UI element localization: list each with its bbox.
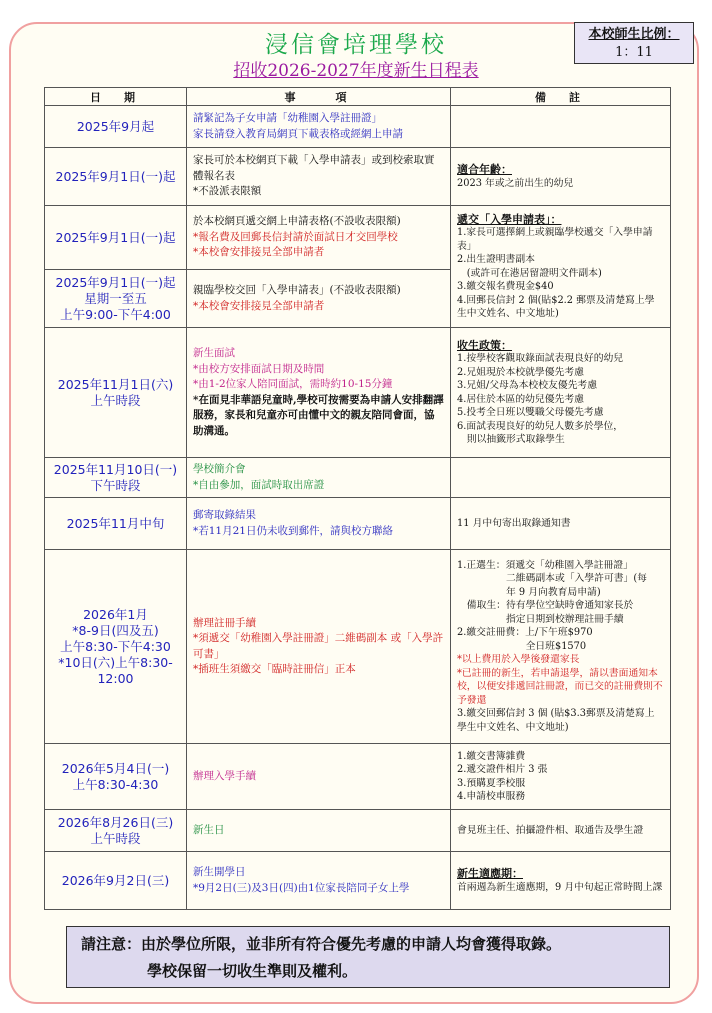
note-line: 5.投考全日班以雙職父母優先考慮 (457, 407, 604, 418)
table-row (45, 810, 671, 852)
note-line: 3.兄姐/父母為本校校友優先考慮 (457, 380, 598, 391)
note-line: 1.繳交書簿雜費 (457, 750, 526, 762)
date-line: 2025年9月1日(一)起 (55, 274, 176, 290)
ratio-label: 本校師生比例： (588, 27, 680, 42)
note-line: 收生政策： (457, 338, 512, 352)
date-line: 上午8:30-下午4:30 (60, 638, 171, 654)
date-line: 2025年9月起 (76, 118, 155, 134)
table-row (45, 550, 671, 744)
item-line: 辦理入學手續 (193, 769, 256, 782)
item-cell (187, 270, 451, 328)
date-cell (45, 148, 187, 206)
table-row (45, 206, 671, 270)
header-note: 備 註 (451, 88, 671, 106)
date-cell (45, 810, 187, 852)
note-line: *以上費用於入學後發還家長 (457, 654, 580, 666)
item-cell (187, 498, 451, 550)
item-line: 郵寄取錄結果 (193, 509, 256, 521)
table-header-row (45, 88, 671, 106)
note-line: 會見班主任、拍攝證件相、取通告及學生證 (457, 824, 644, 836)
note-line: 4.居住於本區的幼兒優先考慮 (457, 393, 584, 405)
item-line: 學校簡介會 (193, 463, 246, 475)
date-line: 2026年5月4日(一) (61, 760, 170, 776)
note-line: 3.繳交回郵信封 3 個 (貼$3.3郵票及清楚寫上學生中文姓名、中文地址) (457, 708, 655, 733)
item-line: *自由參加，面試時取出席證 (193, 478, 325, 491)
table-row (45, 852, 671, 910)
date-line: 2025年9月1日(一)起 (55, 168, 176, 184)
note-line: 2.兄姐現於本校就學優先考慮 (457, 366, 584, 378)
table-row (45, 106, 671, 148)
item-line: 家長可於本校網頁下載「入學申請表」或到校索取實體報名表 (193, 154, 435, 182)
note-cell (451, 852, 671, 910)
schedule-title: 招收2026-2027年度新生日程表 (233, 61, 479, 81)
admission-schedule-table (44, 87, 671, 910)
date-line: 上午8:30-4:30 (72, 776, 159, 792)
note-cell (451, 550, 671, 744)
note-line: 2.遞交證件相片 3 張 (457, 764, 548, 775)
date-cell (45, 550, 187, 744)
header-date: 日 期 (45, 88, 187, 106)
date-cell (45, 206, 187, 270)
note-cell (451, 458, 671, 498)
item-line: *若11月21日仍未收到郵件，請與校方聯絡 (193, 524, 393, 537)
note-line: 4.回郵長信封 2 個(貼$2.2 郵票及清楚寫上學生中文姓名、中文地址) (457, 294, 655, 319)
note-line: 年 9 月向教育局申請) (457, 586, 601, 598)
item-line: *9月2日(三)及3日(四)由1位家長陪同子女上學 (193, 881, 410, 894)
application-submission-note-cell (451, 206, 671, 328)
item-cell (187, 744, 451, 810)
date-line: 2025年11月10日(一) (53, 461, 178, 477)
item-line: 新生面試 (193, 347, 235, 359)
notice-box (66, 926, 670, 988)
item-line: *在面見非華語兒童時,學校可按需要為申請人安排翻譯服務，家長和兒童亦可由懂中文的親友陪同會面，協助溝通。 (193, 393, 444, 437)
note-line: 備取生：待有學位空缺時會通知家長於 (457, 600, 634, 612)
date-line: 2026年1月 (83, 606, 148, 622)
note-cell (451, 744, 671, 810)
item-line: 請緊記為子女申請「幼稚園入學註冊證」 (193, 112, 382, 124)
table-row (45, 328, 671, 458)
note-line: 6.面試表現良好的幼兒人數多於學位， (457, 420, 624, 432)
item-line: *本校會安排接見全部申請者 (193, 299, 325, 312)
date-cell (45, 328, 187, 458)
item-line: *插班生須繳交「臨時註冊信」正本 (193, 663, 356, 675)
item-line: 於本校網頁遞交網上申請表格(不設收表限額) (193, 215, 401, 228)
date-cell (45, 106, 187, 148)
note-line: 11 月中旬寄出取錄通知書 (457, 517, 571, 529)
note-line: 1.正選生：須遞交「幼稚園入學註冊證」 (457, 559, 633, 571)
date-line: 12:00 (97, 670, 134, 686)
note-line: 3.繳交報名費現金$40 (457, 281, 554, 292)
header-item: 事 項 (187, 88, 451, 106)
item-line: 親臨學校交回「入學申請表」(不設收表限額) (193, 284, 401, 296)
note-line: 指定日期到校辦理註冊手續 (457, 613, 624, 625)
note-line: (或許可在港居留證明文件副本) (457, 267, 602, 279)
note-line: 遞交「入學申請表」： (457, 212, 562, 226)
table-row (45, 744, 671, 810)
item-cell (187, 206, 451, 270)
item-cell (187, 550, 451, 744)
item-cell (187, 458, 451, 498)
item-cell (187, 106, 451, 148)
date-line: 2026年8月26日(三) (57, 814, 174, 830)
item-line: *報名費及回郵長信封請於面試日才交回學校 (193, 230, 398, 243)
note-line: *已註冊的新生，若申請退學，請以書面通知本校，以便安排遞回註冊證，而已交的註冊費則不予發還 (457, 667, 663, 706)
date-line: 2026年9月2日(三) (61, 872, 170, 888)
note-line: 3.預購夏季校服 (457, 777, 526, 789)
table-row (45, 148, 671, 206)
table-row (45, 458, 671, 498)
note-line: 2.繳交註冊費：上/下午班$970 (457, 627, 593, 639)
date-cell (45, 458, 187, 498)
note-line: 2.出生證明書副本 (457, 254, 535, 265)
note-line: 適合年齡： (457, 163, 512, 176)
item-line: 辦理註冊手續 (193, 616, 256, 629)
note-line: 2023 年或之前出生的幼兒 (457, 177, 574, 189)
item-line: *由校方安排面試日期及時間 (193, 362, 325, 375)
date-cell (45, 852, 187, 910)
school-name: 浸信會培理學校 (265, 32, 447, 58)
item-line: 新生日 (193, 823, 225, 836)
note-line: 4.申請校車服務 (457, 791, 526, 802)
notice-line-1: 請注意：由於學位所限，並非所有符合優先考慮的申請人均會獲得取錄。 (81, 935, 562, 953)
item-cell (187, 852, 451, 910)
item-cell (187, 328, 451, 458)
table-row (45, 498, 671, 550)
date-line: 2025年11月1日(六) (57, 376, 174, 392)
date-line: 2025年11月中旬 (66, 515, 165, 531)
item-line: *不設派表限額 (193, 185, 262, 198)
note-line: 1.家長可選擇網上或親臨學校遞交「入學申請表」 (457, 227, 653, 252)
note-cell (451, 106, 671, 148)
item-line: *由1-2位家人陪同面試，需時約10-15分鐘 (193, 378, 393, 390)
ratio-value: 1：11 (615, 45, 653, 60)
note-line: 新生適應期： (457, 867, 523, 880)
date-line: *8-9日(四及五) (72, 622, 159, 638)
date-line: 2025年9月1日(一)起 (55, 229, 176, 245)
item-line: *須遞交「幼稚園入學註冊證」二維碼副本 或「入學許可書」 (193, 632, 444, 660)
date-cell (45, 744, 187, 810)
date-cell (45, 270, 187, 328)
date-cell (45, 498, 187, 550)
note-cell (451, 328, 671, 458)
item-cell (187, 810, 451, 852)
note-cell (451, 148, 671, 206)
date-line: 上午時段 (90, 392, 141, 408)
note-line: 1.按學校客觀取錄面試表現良好的幼兒 (457, 353, 624, 364)
item-line: 新生開學日 (193, 866, 246, 878)
note-line: 首兩週為新生適應期，9 月中旬起正常時間上課 (457, 881, 663, 893)
date-line: *10日(六)上午8:30- (58, 654, 173, 670)
date-line: 上午時段 (90, 830, 141, 846)
date-line: 上午9:00-下午4:00 (60, 306, 171, 322)
date-line: 下午時段 (90, 477, 141, 493)
notice-line-2: 學校保留一切收生準則及權利。 (147, 962, 358, 980)
note-line: 全日班$1570 (457, 640, 587, 652)
item-line: *本校會安排接見全部申請者 (193, 246, 325, 259)
date-line: 星期一至五 (84, 290, 147, 306)
item-cell (187, 148, 451, 206)
note-cell (451, 498, 671, 550)
note-cell (451, 810, 671, 852)
item-line: 家長請登入教育局網頁下載表格或經網上申請 (193, 127, 403, 140)
teacher-student-ratio-box (574, 22, 694, 64)
note-line: 則以抽籤形式取錄學生 (457, 434, 565, 445)
note-line: 二維碼副本或「入學許可書」(每 (457, 573, 647, 585)
